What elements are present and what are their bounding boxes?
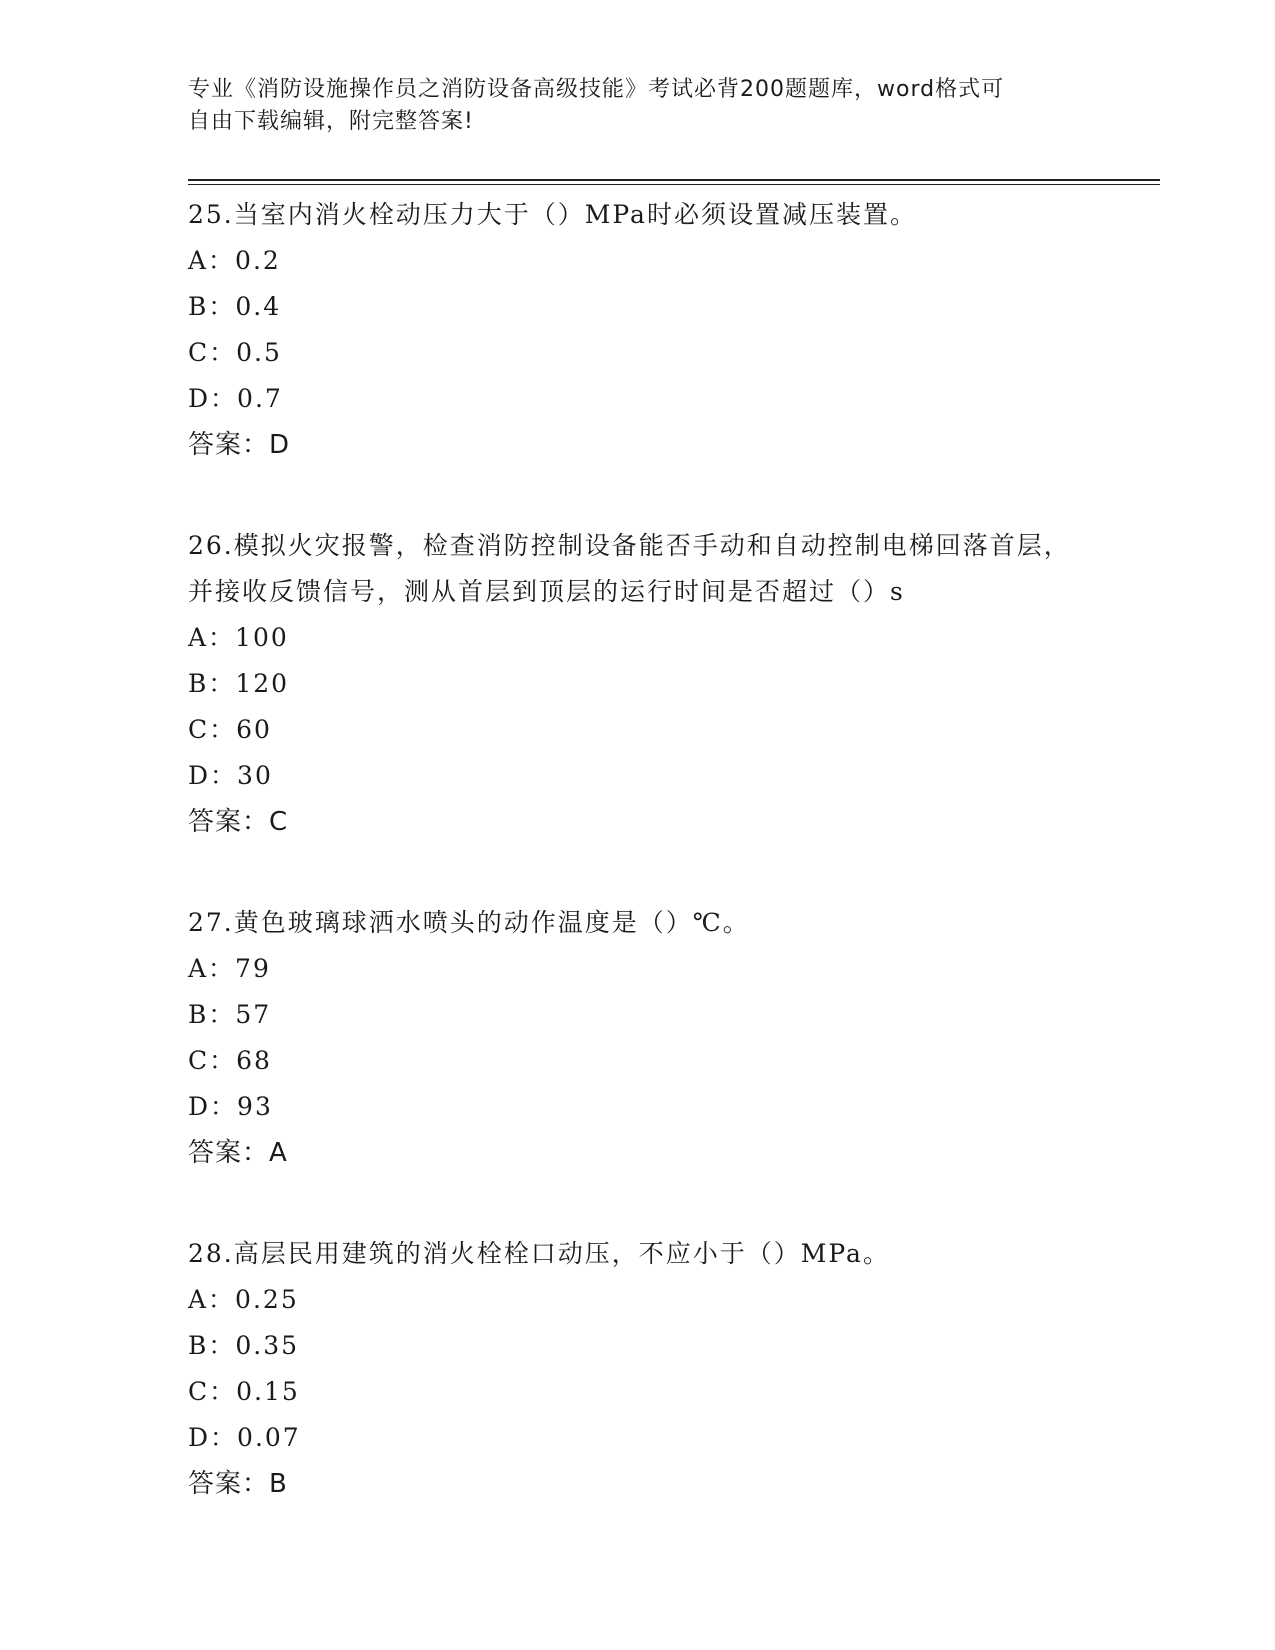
answer-label: 答案：C — [188, 807, 289, 837]
question-25 — [188, 192, 1088, 468]
option-d: D：93 — [188, 1092, 273, 1121]
answer-label: 答案：A — [188, 1138, 288, 1168]
question-stem: 25.当室内消火栓动压力大于（）MPa时必须设置减压装置。 — [188, 200, 917, 229]
option-d: D：0.07 — [188, 1423, 301, 1452]
question-list — [188, 192, 1088, 1562]
header-line-2: 自由下载编辑，附完整答案! — [188, 109, 474, 134]
option-b: B：120 — [188, 669, 290, 698]
option-c: C：60 — [188, 715, 272, 744]
question-stem: 27.黄色玻璃球洒水喷头的动作温度是（）℃。 — [188, 908, 750, 937]
answer-label: 答案：D — [188, 430, 291, 460]
question-27 — [188, 900, 1088, 1176]
option-b: B：57 — [188, 1000, 272, 1029]
option-b: B：0.4 — [188, 292, 282, 321]
header-divider-thin — [188, 184, 1160, 185]
document-header — [188, 74, 1088, 138]
question-stem: 28.高层民用建筑的消火栓栓口动压，不应小于（）MPa。 — [188, 1239, 890, 1268]
header-line-1: 专业《消防设施操作员之消防设备高级技能》考试必背200题题库，word格式可 — [188, 77, 1005, 102]
question-28 — [188, 1231, 1088, 1507]
option-c: C：68 — [188, 1046, 272, 1075]
option-a: A：100 — [188, 623, 289, 652]
option-c: C：0.5 — [188, 338, 282, 367]
option-a: A：0.2 — [188, 246, 281, 275]
option-c: C：0.15 — [188, 1377, 300, 1406]
question-stem: 26.模拟火灾报警，检查消防控制设备能否手动和自动控制电梯回落首层，并接收反馈信号，测从首层到顶层的运行时间是否超过（）s — [188, 531, 1071, 606]
option-d: D：30 — [188, 761, 273, 790]
answer-label: 答案：B — [188, 1469, 288, 1499]
option-a: A：0.25 — [188, 1285, 299, 1314]
option-b: B：0.35 — [188, 1331, 300, 1360]
option-a: A：79 — [188, 954, 271, 983]
option-d: D：0.7 — [188, 384, 283, 413]
header-divider-thick — [188, 179, 1160, 181]
question-26 — [188, 523, 1088, 845]
